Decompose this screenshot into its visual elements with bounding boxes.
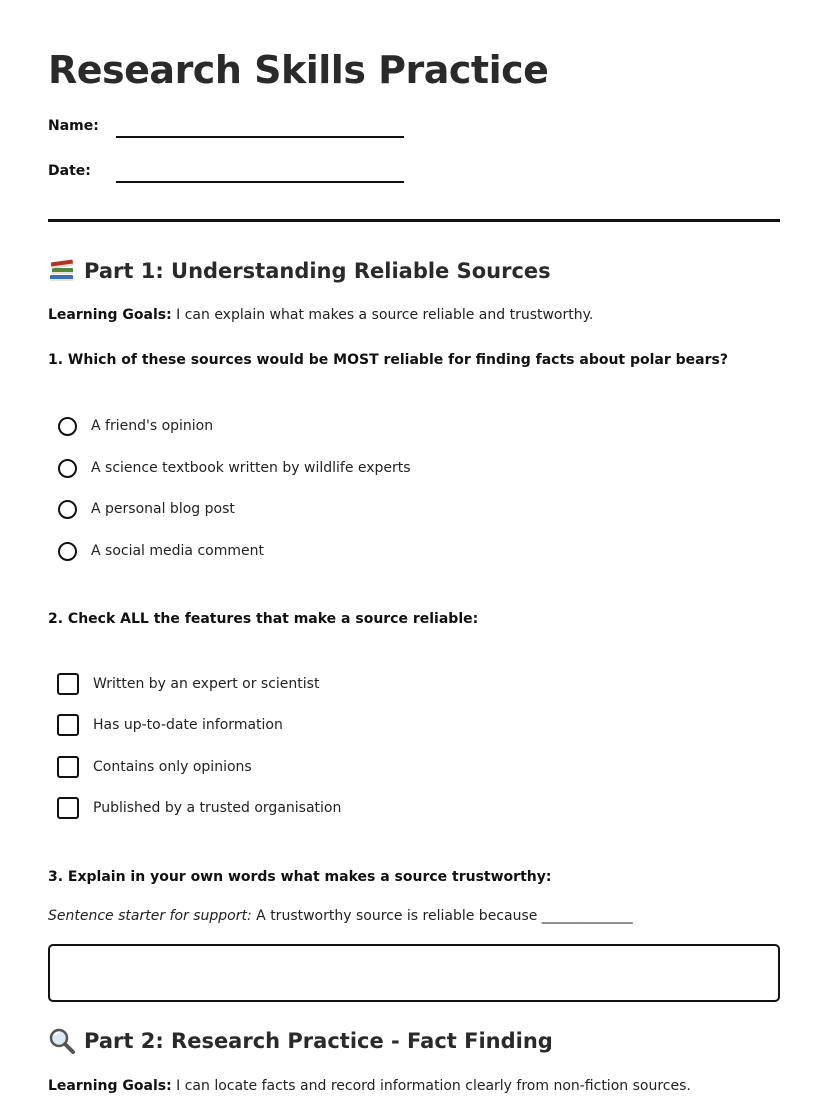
part2-goals-text: I can locate facts and record information clearly from non-fiction sources. [171,1078,691,1094]
sentence-starter-label: Sentence starter for support: [48,908,252,924]
part2-heading-text: Part 2: Research Practice - Fact Finding [84,1029,553,1053]
option-label: Contains only opinions [93,759,252,775]
date-label: Date: [48,163,91,179]
q1-option[interactable] [58,456,411,480]
radio-button[interactable] [58,459,77,478]
part2-heading [48,1028,553,1054]
radio-button[interactable] [58,417,77,436]
question-1: 1. Which of these sources would be MOST reliable for finding facts about polar bears? [48,352,728,368]
q3-answer-box[interactable] [48,944,780,1002]
part2-learning-goals [48,1078,691,1094]
checkbox[interactable] [57,673,79,695]
header-divider [48,219,780,222]
part2-goals-label: Learning Goals: [48,1078,172,1094]
checkbox[interactable] [57,797,79,819]
checkbox[interactable] [57,714,79,736]
part1-heading [48,258,551,284]
part1-learning-goals [48,307,593,323]
option-label: A friend's opinion [91,418,214,434]
date-input-line[interactable] [116,181,404,183]
name-input-line[interactable] [116,136,404,138]
part1-goals-label: Learning Goals: [48,307,172,323]
name-label: Name: [48,118,99,134]
option-label: Has up-to-date information [93,717,283,733]
q2-option[interactable] [58,713,283,737]
books-icon [48,258,76,284]
radio-button[interactable] [58,500,77,519]
radio-button[interactable] [58,542,77,561]
part1-goals-text: I can explain what makes a source reliable and trustworthy. [171,307,594,323]
sentence-starter-text: A trustworthy source is reliable because _____________ [251,908,633,924]
magnifying-glass-icon [48,1028,76,1054]
question-2: 2. Check ALL the features that make a source reliable: [48,611,479,627]
q1-option[interactable] [58,539,264,563]
q2-option[interactable] [58,755,252,779]
sentence-starter [48,908,633,924]
option-label: Written by an expert or scientist [93,676,320,692]
option-label: Published by a trusted organisation [93,800,342,816]
part1-heading-text: Part 1: Understanding Reliable Sources [84,259,551,283]
question-3: 3. Explain in your own words what makes a source trustworthy: [48,869,552,885]
option-label: A social media comment [91,543,264,559]
checkbox[interactable] [57,756,79,778]
page-title: Research Skills Practice [48,48,549,92]
q1-option[interactable] [58,497,235,521]
option-label: A science textbook written by wildlife experts [91,460,411,476]
q2-option[interactable] [58,672,319,696]
option-label: A personal blog post [91,501,235,517]
q1-option[interactable] [58,414,213,438]
q2-option[interactable] [58,796,341,820]
